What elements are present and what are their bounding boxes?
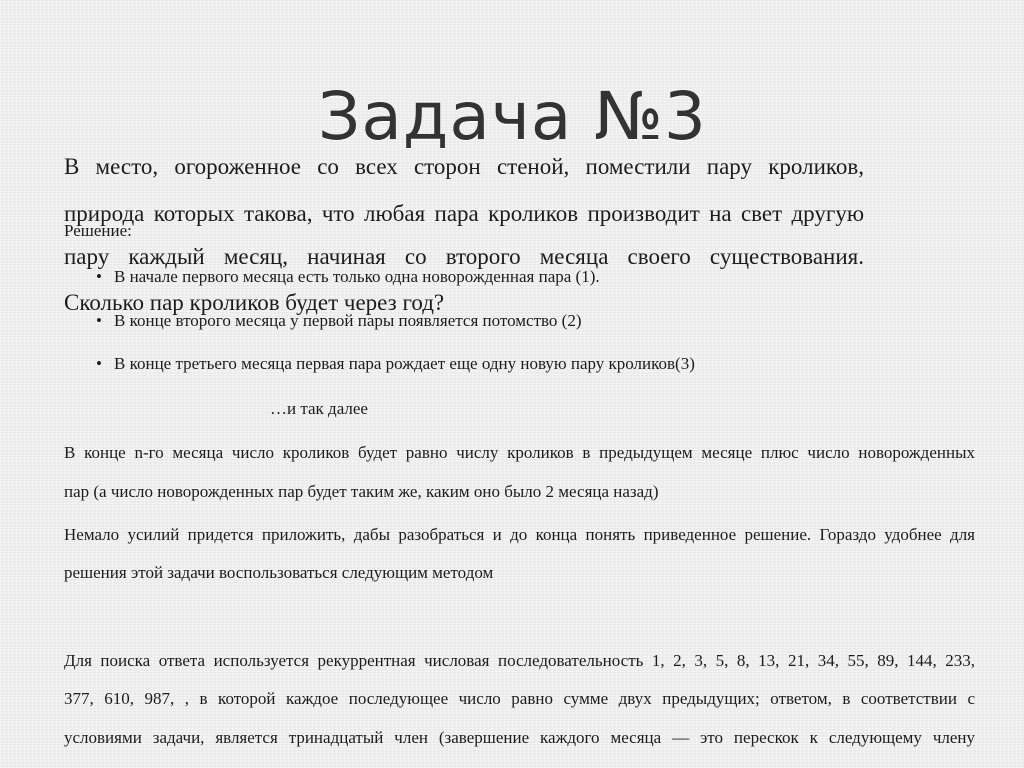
paragraph2-line-1: Немало усилий придется приложить, дабы разобраться и до конца понять приведенное решение. Гораздо удобнее для <box>64 525 975 544</box>
bullet-dot-icon: • <box>96 267 102 286</box>
bullet-text: В конце третьего месяца первая пара рождает еще одну новую пару кроликов(3) <box>114 354 695 373</box>
problem-line-3: пару каждый месяц, начиная со второго месяца своего существования. <box>64 244 864 269</box>
bullet-dot-icon: • <box>96 354 102 373</box>
etc-text: …и так далее <box>270 399 368 418</box>
problem-line-4: Сколько пар кроликов будет через год? <box>64 290 445 315</box>
bullet-dot-icon: • <box>96 311 102 330</box>
problem-line-1: В место, огороженное со всех сторон стеной, поместили пару кроликов, <box>64 154 864 179</box>
paragraph1-line-2: пар (а число новорожденных пар будет таким же, каким оно было 2 месяца назад) <box>64 482 659 501</box>
paragraph3-line-3: условиями задачи, является тринадцатый член (завершение каждого месяца — это перескок к следующему члену <box>64 728 975 747</box>
problem-line-2: природа которых такова, что любая пара кроликов производит на свет другую <box>64 201 864 226</box>
bullet-item-3 <box>96 354 695 374</box>
bullet-item-2 <box>96 311 582 331</box>
slide-title: Задача №3 <box>318 78 707 155</box>
bullet-item-1 <box>96 267 600 287</box>
paragraph2-line-2: решения этой задачи воспользоваться следующим методом <box>64 563 494 582</box>
paragraph1-line-1: В конце n-го месяца число кроликов будет равно числу кроликов в предыдущем месяце плюс число новорожденных <box>64 443 975 462</box>
solution-label: Решение: <box>64 221 132 240</box>
bullet-text: В начале первого месяца есть только одна новорожденная пара (1). <box>114 267 600 286</box>
bullet-text: В конце второго месяца у первой пары появляется потомство (2) <box>114 311 582 330</box>
paragraph3-line-2: 377, 610, 987, , в которой каждое последующее число равно сумме двух предыдущих; ответом, в соответствии с <box>64 689 975 708</box>
paragraph3-line-1: Для поиска ответа используется рекуррентная числовая последовательность 1, 2, 3, 5, 8, 13, 21, 34, 55, 89, 144, 233, <box>64 651 975 670</box>
